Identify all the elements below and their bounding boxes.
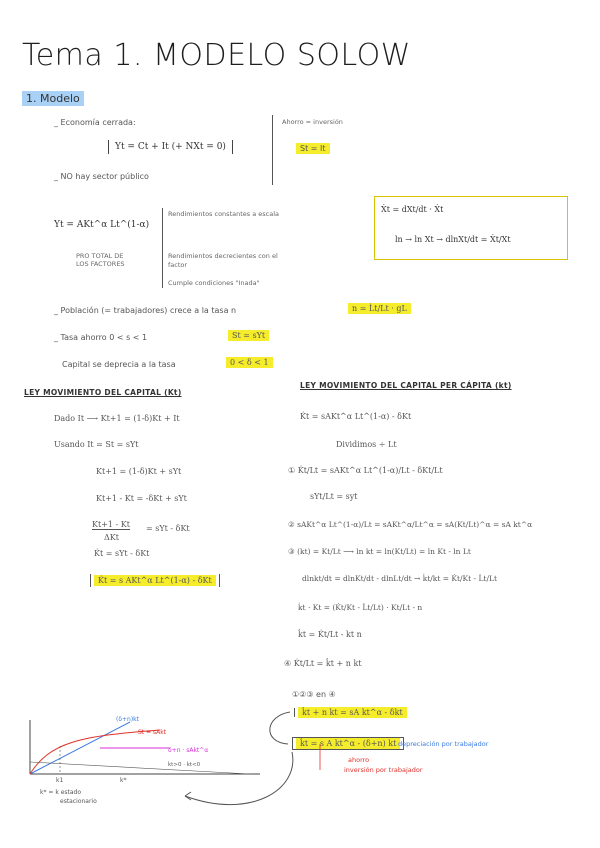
property-3: Cumple condiciones "Inada" [168,279,260,287]
graph-label-4: k̇t>0 · k̇t<0 [168,762,201,768]
left-line-6: K̇t = sYt - δKt [94,549,150,558]
step-3d: k̇t = K̇t/Lt - kt n [298,630,362,639]
step-3b: dlnkt/dt = dlnKt/dt - dlnLt/dt → k̇t/kt = K̇t/Kt - L̇t/Lt [302,574,497,583]
population-value: n = L̇t/Lt · gL [348,304,411,313]
right-line-0: K̇t = sAKt^α Lt^(1-α) - δKt [300,412,412,421]
left-line-2: Usando It = St = sYt [54,440,139,449]
x-tick-k1: k1 [56,777,64,784]
section-heading: 1. Modelo [22,92,84,105]
left-section-title: LEY MOVIMIENTO DEL CAPITAL (Kt) [24,388,182,397]
identity-equation: Yt = Ct + It (+ NXt = 0) [108,140,233,154]
production-function: Yt = AKt^α Lt^(1-α) [54,220,150,230]
result-2: k̇t = s A kt^α - (δ+n) kt [292,737,404,750]
page-title: Tema 1. MODELO SOLOW [22,38,411,73]
prod-total-note: PRO TOTAL DE LOS FACTORES [76,252,125,268]
property-1: Rendimientos constantes a escala [168,210,279,218]
side-note-1: Ahorro = inversión [282,118,343,126]
side-note-2: St = It [296,144,330,153]
right-section-title: LEY MOVIMIENTO DEL CAPITAL PER CÁPITA (kt) [300,381,512,390]
derivative-line-1: Ẋt = dXt/dt · Ẋt [381,205,444,214]
depreciation-value: 0 < δ < 1 [226,358,273,367]
dynamics-line [30,762,250,774]
intro-bullet-2: _ NO hay sector público [54,172,149,181]
left-line-1: Dado It ⟶ Kt+1 = (1-δ)Kt + It [54,414,180,423]
left-result: K̇t = s AKt^α Lt^(1-α) - δKt [90,574,220,587]
right-line-0b: Dividimos ÷ Lt [336,440,397,449]
left-line-5-num: Kt+1 - Kt [92,520,130,529]
property-2: Rendimientos decrecientes con el factor [168,252,278,269]
derivative-line-2: ln → ln Xt → dlnXt/dt = Ẋt/Xt [395,235,511,244]
step-1: ① K̇t/Lt = sAKt^α Lt^(1-α)/Lt - δKt/Lt [288,466,443,475]
annotation-investment: inversión por trabajador [344,766,423,774]
step-3: ③ (kt) = Kt/Lt ⟶ ln kt = ln(Kt/Lt) = ln Kt - ln Lt [288,547,471,556]
graph-label-2: St = sAkt [138,729,167,736]
graph-footnote-2: estacionario [60,798,97,805]
left-line-5-rhs: = sYt - δKt [146,524,190,533]
step-4: ④ K̇t/Lt = k̇t + n kt [284,659,362,668]
graph-footnote-1: k* = k estado [40,789,82,796]
result-1: k̇t + n kt = sA kt^α - δkt [294,708,407,717]
step-2: ② sAKt^α Lt^(1-α)/Lt = sAKt^α/Lt^α = sA(Kt/Lt)^α = sA kt^α [288,520,533,529]
left-line-3: Kt+1 = (1-δ)Kt + sYt [96,467,182,476]
left-line-4: Kt+1 - Kt = -δKt + sYt [96,494,187,503]
graph-label-3: δ+n · sAkt^α [168,747,209,754]
annotation-depreciation: depreciación por trabajador [398,740,489,748]
x-tick-kstar: k* [120,777,127,784]
step-1b: sYt/Lt = syt [310,492,358,501]
intro-bullet-1: _ Economía cerrada: [54,118,136,127]
step-3c: k̇t · Kt = (K̇t/Kt - L̇t/Lt) · Kt/Lt - n [298,603,423,612]
left-line-5-den: ΔKt [104,533,119,542]
saving-text: _ Tasa ahorro 0 < s < 1 [54,333,148,342]
saving-curve [30,730,160,774]
saving-value: St = sYt [228,331,269,340]
population-text: _ Población (= trabajadores) crece a la tasa n [54,306,237,315]
depreciation-text: Capital se deprecia a la tasa [62,360,176,369]
combine-steps: ①②③ en ④ [292,690,336,699]
graph-label-1: (δ+n)kt [116,716,140,723]
annotation-saving: ahorro [348,756,370,764]
solow-graph [20,712,280,812]
